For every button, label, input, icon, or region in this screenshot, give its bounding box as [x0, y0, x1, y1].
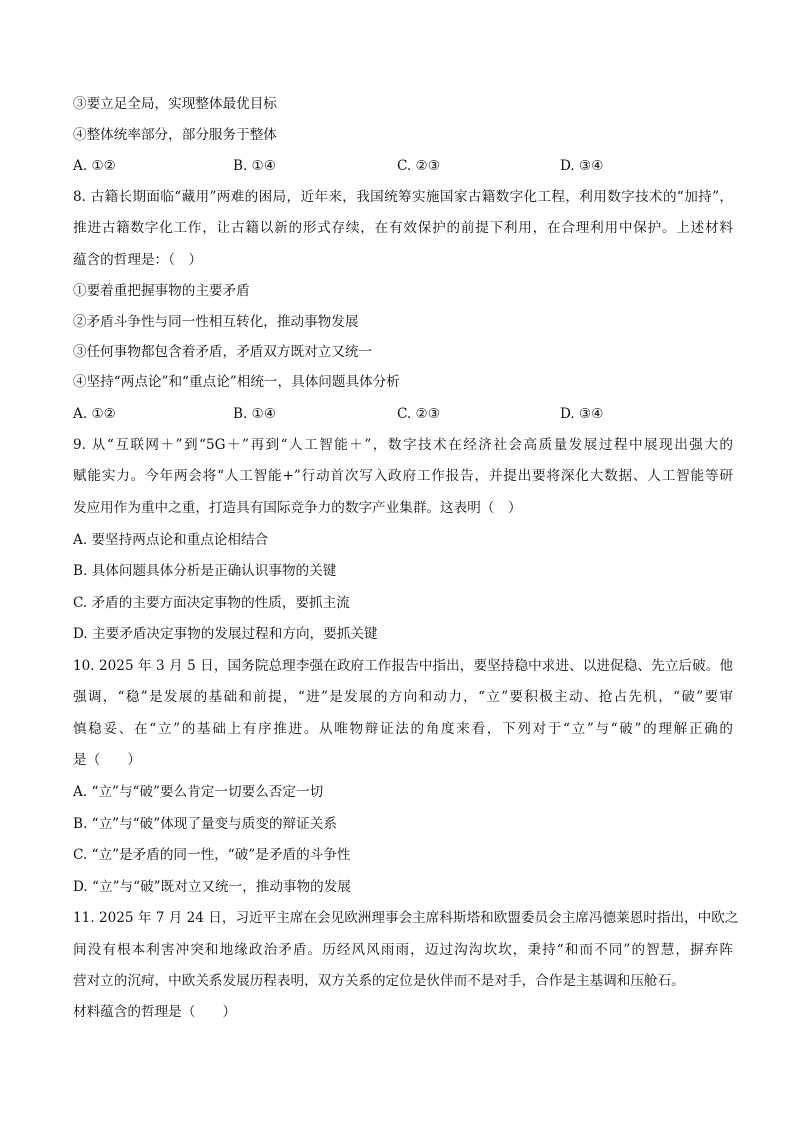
q11-stem-line-2: 间没有根本利害冲突和地缘政治矛盾。历经风风雨雨，迈过沟沟坎坎，秉持“和而不同”的智慧，摒弃阵	[73, 942, 733, 958]
q10-stem-line-1: 10. 2025 年 3 月 5 日，国务院总理李强在政府工作报告中指出，要坚持稳中求进、以进促稳、先立后破。他	[73, 658, 733, 674]
q8-stem-line-2: 推进古籍数字化工作，让古籍以新的形式存续，在有效保护的前提下利用，在合理利用中保护。上述材料	[73, 220, 733, 236]
q9-stem-line-2: 赋能实力。今年两会将“人工智能+”行动首次写入政府工作报告，并提出要将深化大数据、人工智能等研	[73, 468, 733, 484]
q7-option-b: B. ①④	[233, 158, 277, 174]
q8-option-c: C. ②③	[397, 406, 440, 422]
q10-option-c: C. “立”是矛盾的同一性，“破”是矛盾的斗争性	[73, 847, 351, 863]
q11-stem-line-3: 营对立的沉疴，中欧关系发展历程表明，双方关系的定位是伙伴而不是对手，合作是主基调和压舱石。	[73, 973, 685, 989]
q8-options	[73, 404, 733, 424]
q10-option-a: A. “立”与“破”要么肯定一切要么否定一切	[73, 784, 324, 800]
q9-option-c: C. 矛盾的主要方面决定事物的性质，要抓主流	[73, 595, 350, 611]
q7-statement-3: ③要立足全局，实现整体最优目标	[73, 96, 277, 112]
q7-options	[73, 156, 733, 176]
q8-option-a: A. ①②	[73, 406, 116, 422]
q7-statement-4: ④整体统率部分，部分服务于整体	[73, 127, 277, 143]
q9-stem-line-3: 发应用作为重中之重，打造具有国际竞争力的数字产业集群。这表明（ ）	[73, 500, 522, 516]
q11-stem-line-4: 材料蕴含的哲理是（ ）	[73, 1004, 237, 1020]
q11-stem-line-1: 11. 2025 年 7 月 24 日，习近平主席在会见欧洲理事会主席科斯塔和欧盟委员会主席冯德莱恩时指出，中欧之	[73, 910, 739, 926]
q7-option-c: C. ②③	[397, 158, 440, 174]
q8-option-d: D. ③④	[560, 406, 604, 422]
q10-stem-line-3: 慎稳妥、在“立”的基础上有序推进。从唯物辩证法的角度来看，下列对于“立”与“破”的理解正确的	[73, 721, 733, 737]
q9-option-a: A. 要坚持两点论和重点论相结合	[73, 532, 269, 548]
q8-statement-3: ③任何事物都包含着矛盾，矛盾双方既对立又统一	[73, 344, 373, 360]
q9-stem-line-1: 9. 从“互联网＋”到“5G＋”再到“人工智能＋”，数字技术在经济社会高质量发展过程中展现出强大的	[73, 437, 733, 453]
q9-option-d: D. 主要矛盾决定事物的发展过程和方向，要抓关键	[73, 626, 378, 642]
q8-stem-line-3: 蕴含的哲理是：（ ）	[73, 252, 203, 268]
q9-option-b: B. 具体问题具体分析是正确认识事物的关键	[73, 563, 337, 579]
q10-option-d: D. “立”与“破”既对立又统一，推动事物的发展	[73, 879, 351, 895]
q10-stem-line-4: 是（ ）	[73, 752, 141, 768]
q8-option-b: B. ①④	[233, 406, 277, 422]
q8-statement-2: ②矛盾斗争性与同一性相互转化，推动事物发展	[73, 314, 359, 330]
q8-statement-4: ④坚持“两点论”和“重点论”相统一，具体问题具体分析	[73, 374, 400, 390]
q8-stem-line-1: 8. 古籍长期面临“藏用”两难的困局，近年来，我国统筹实施国家古籍数字化工程，利用数字技术的“加持”，	[73, 189, 733, 205]
q10-option-b: B. “立”与“破”体现了量变与质变的辩证关系	[73, 816, 337, 832]
q7-option-a: A. ①②	[73, 158, 116, 174]
q7-option-d: D. ③④	[560, 158, 604, 174]
q8-statement-1: ①要着重把握事物的主要矛盾	[73, 283, 250, 299]
q10-stem-line-2: 强调，“稳”是发展的基础和前提，“进”是发展的方向和动力，“立”要积极主动、抢占先机，“破”要审	[73, 689, 733, 705]
